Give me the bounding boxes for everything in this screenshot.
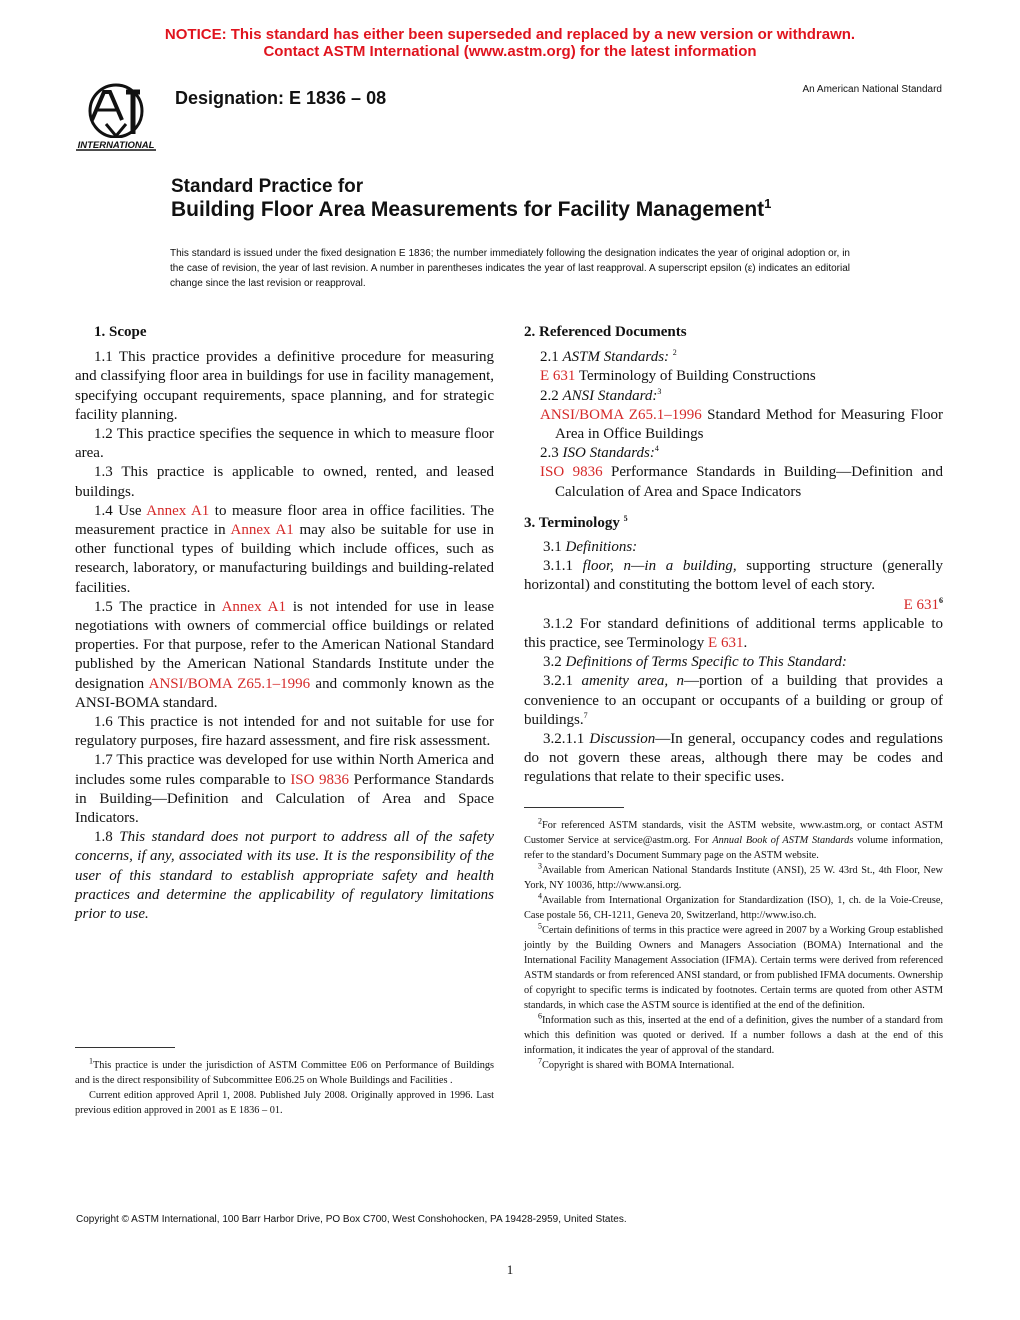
text-run: —portion of a building that provides a convenience to an occupant or occupants of a building or group of buildings. bbox=[524, 673, 944, 728]
section-1-2: 1.2 This practice specifies the sequence in which to measure floor area. bbox=[75, 426, 494, 462]
section-3-1-1-source bbox=[524, 596, 943, 615]
text-run: 3.2.1.1 bbox=[543, 731, 590, 748]
text-run: Definitions of Terms Specific to This Standard: bbox=[565, 654, 847, 671]
footnote-mark: 1 bbox=[89, 1056, 93, 1066]
text-run: 1.8 bbox=[94, 829, 120, 846]
footnote-mark: 5 bbox=[538, 921, 542, 931]
copyright-notice: Copyright © ASTM International, 100 Barr Harbor Drive, PO Box C700, West Conshohocken, PA 19428-2959, United States. bbox=[76, 1214, 627, 1225]
text-run: ISO Standards: bbox=[562, 445, 655, 462]
ref-e631 bbox=[524, 367, 943, 386]
left-column bbox=[75, 323, 494, 924]
text-run: This practice is under the jurisdiction of ASTM Committee E06 on Performance of Buildings and is the direct responsibility of Subcommittee E06.25 on Whole Buildings and Facilities . bbox=[75, 1060, 494, 1086]
astm-logo-icon bbox=[70, 78, 162, 154]
text-run: . bbox=[743, 635, 748, 652]
ref-iso bbox=[524, 463, 943, 501]
text-run: Performance Standards in Building—Definition and Calculation of Area and Space Indicators bbox=[555, 464, 944, 500]
text-run: This standard does not purport to address all of the safety concerns, if any, associated with its use. It is the responsibility of the user of this standard to establish appropriate safety and health practices and determine the applicability of regulatory limitations prior to use. bbox=[75, 829, 495, 923]
footnote-3 bbox=[524, 863, 943, 893]
text-run: Terminology of Building Constructions bbox=[575, 368, 816, 385]
footnote-mark: 5 bbox=[623, 513, 628, 523]
text-run: 3.1.2 For standard definitions of additional terms applicable to this practice, see Terminology bbox=[524, 615, 943, 652]
footnote-rule bbox=[524, 807, 624, 808]
text-run: amenity area, n bbox=[581, 673, 685, 690]
e631-link[interactable]: E 631 bbox=[540, 368, 576, 385]
withdrawal-notice bbox=[0, 26, 1020, 60]
annex-a1-link[interactable]: Annex A1 bbox=[221, 598, 286, 615]
section-1-4 bbox=[75, 502, 494, 598]
section-1-5 bbox=[75, 598, 494, 713]
title-line-1: Standard Practice for bbox=[171, 176, 364, 197]
footnote-mark: 2 bbox=[538, 816, 542, 826]
astm-logo bbox=[70, 78, 162, 154]
text-run: 3.2 bbox=[543, 654, 566, 671]
designation: Designation: E 1836 – 08 bbox=[175, 88, 387, 108]
scope-heading: 1. Scope bbox=[94, 324, 147, 340]
notice-line-2: Contact ASTM International (www.astm.org) for the latest information bbox=[263, 43, 757, 60]
notice-line-1: NOTICE: This standard has either been superseded and replaced by a new version or withdrawn. bbox=[164, 26, 856, 43]
iso-9836-link[interactable]: ISO 9836 bbox=[290, 771, 350, 788]
text-run: Annual Book of ASTM Standards bbox=[712, 835, 854, 846]
text-run: 1.7 This practice was developed for use within North America and includes some rules comparable to bbox=[75, 752, 494, 788]
section-3-2-1-1 bbox=[524, 730, 943, 788]
page-number: 1 bbox=[506, 1262, 514, 1277]
text-run: is not intended for use in lease negotiations with owners of commercial office buildings or related properties. For that purpose, refer to the American National Standard published by the American National Standards Institute under the designation bbox=[75, 598, 494, 692]
footnote-mark: 6 bbox=[939, 595, 943, 605]
text-run: 2.3 bbox=[540, 445, 563, 462]
text-run: 2.1 bbox=[540, 349, 563, 366]
text-run: 2.2 bbox=[540, 387, 563, 404]
text-run: and commonly known as the ANSI-BOMA standard. bbox=[75, 675, 494, 711]
text-run: Available from International Organization for Standardization (ISO), 1, ch. de la Voie-Creuse, Case postale 56, CH-1211, Geneva 20, Switzerland, http://www.iso.ch. bbox=[524, 895, 943, 921]
title-footnote-mark: 1 bbox=[764, 196, 772, 211]
section-1-1: 1.1 This practice provides a definitive procedure for measuring and classifying floor area in buildings for use in facility management, specifying occupant requirements, space planning, and for strategic facility planning. bbox=[75, 349, 494, 423]
section-2-2 bbox=[524, 387, 943, 406]
section-1-6: 1.6 This practice is not intended for and not suitable for use for regulatory purposes, fire hazard assessment, and fire risk assessment. bbox=[75, 714, 494, 750]
text-run: Information such as this, inserted at the end of a definition, gives the number of a standard from which this definition was quoted or derived. If a number follows a dash at the end of this information, it indicates the year of approval of the standard. bbox=[524, 1015, 943, 1056]
footnote-rule bbox=[75, 1047, 175, 1048]
section-2-1 bbox=[524, 348, 943, 367]
footnote-mark: 4 bbox=[654, 444, 659, 454]
iso-9836-link[interactable]: ISO 9836 bbox=[540, 464, 603, 481]
ref-ansi bbox=[524, 406, 943, 444]
text-run: volume information, refer to the standard’s Document Summary page on the ASTM website. bbox=[524, 835, 943, 861]
text-run: to measure floor area in office facilities. The measurement practice in bbox=[75, 502, 494, 539]
text-run: —In general, occupancy codes and regulations do not govern these areas, although there may be codes and regulations that relate to their specific uses. bbox=[524, 731, 943, 786]
ansi-boma-link[interactable]: ANSI/BOMA Z65.1–1996 bbox=[148, 675, 311, 692]
text-run: Standard Method for Measuring Floor Area in Office Buildings bbox=[555, 406, 943, 443]
text-run: 1.4 Use bbox=[94, 502, 147, 519]
e631-link[interactable]: E 631 bbox=[903, 596, 939, 613]
section-3-1 bbox=[524, 538, 943, 557]
footnote-1 bbox=[75, 1058, 494, 1088]
references-heading: 2. Referenced Documents bbox=[524, 324, 687, 340]
document-title bbox=[171, 198, 771, 222]
text-run: Copyright is shared with BOMA International. bbox=[542, 1060, 735, 1071]
text-run: ANSI Standard: bbox=[562, 387, 658, 404]
footnote-6 bbox=[524, 1013, 943, 1058]
footnote-5 bbox=[524, 923, 943, 1013]
section-3-1-1 bbox=[524, 557, 943, 595]
title-line-2: Building Floor Area Measurements for Facility Management bbox=[171, 198, 765, 221]
footnote-2 bbox=[524, 818, 943, 863]
terminology-heading bbox=[524, 514, 943, 533]
footnote-4 bbox=[524, 893, 943, 923]
footnote-mark: 6 bbox=[538, 1011, 542, 1021]
footnote-1-edition: Current edition approved April 1, 2008. Published July 2008. Originally approved in 1996. Last previous edition approved in 2001 as E 1836 – 01. bbox=[75, 1090, 494, 1116]
right-footnotes bbox=[524, 818, 943, 1073]
issued-statement: This standard is issued under the fixed designation E 1836; the number immediately following the designation indicates the year of original adoption or, in the case of revision, the year of last revision. A number in parentheses indicates the year of last reapproval. A superscript epsilon (ε) indicates an editorial change since the last revision or reapproval. bbox=[170, 248, 850, 289]
text-run: supporting structure (generally horizontal) and constituting the bottom level of each story. bbox=[524, 558, 943, 594]
text-run: Discussion bbox=[589, 731, 656, 748]
annex-a1-link[interactable]: Annex A1 bbox=[146, 502, 210, 519]
text-run: ASTM Standards: bbox=[562, 349, 670, 366]
section-3-2 bbox=[524, 653, 943, 672]
footnote-mark: 2 bbox=[672, 348, 677, 358]
right-column bbox=[524, 323, 943, 788]
left-footnotes bbox=[75, 1058, 494, 1118]
text-run: Definitions: bbox=[565, 539, 638, 556]
footnote-mark: 4 bbox=[538, 891, 542, 901]
section-1-8 bbox=[75, 828, 494, 924]
footnote-mark: 7 bbox=[583, 710, 588, 720]
logo-text: INTERNATIONAL bbox=[77, 140, 155, 151]
text-run: 3. Terminology bbox=[524, 514, 620, 531]
ansi-boma-link[interactable]: ANSI/BOMA Z65.1–1996 bbox=[540, 406, 702, 423]
e631-link[interactable]: E 631 bbox=[708, 635, 744, 652]
footnote-7 bbox=[524, 1058, 943, 1073]
footnote-mark: 7 bbox=[538, 1056, 542, 1066]
ansi-label: An American National Standard bbox=[802, 84, 942, 95]
text-run: floor, n—in a building, bbox=[582, 558, 737, 575]
text-run: 3.1.1 bbox=[543, 558, 583, 575]
text-run: For referenced ASTM standards, visit the ASTM website, www.astm.org, or contact ASTM Customer Service at service@astm.org. For bbox=[524, 820, 943, 846]
footnote-mark: 3 bbox=[538, 861, 542, 871]
annex-a1-link[interactable]: Annex A1 bbox=[230, 522, 294, 539]
text-run: Performance Standards in Building—Definition and Calculation of Area and Space Indicators. bbox=[75, 771, 494, 827]
text-run: 3.2.1 bbox=[543, 673, 582, 690]
text-run: Available from American National Standards Institute (ANSI), 25 W. 43rd St., 4th Floor, New York, NY 10036, http://www.ansi.org. bbox=[524, 865, 943, 891]
section-2-3 bbox=[524, 444, 943, 463]
text-run: 1.5 The practice in bbox=[94, 598, 222, 615]
section-1-3: 1.3 This practice is applicable to owned, rented, and leased buildings. bbox=[75, 464, 494, 500]
section-3-2-1 bbox=[524, 672, 943, 730]
text-run: 3.1 bbox=[543, 539, 566, 556]
section-3-1-2 bbox=[524, 615, 943, 653]
footnote-mark: 3 bbox=[657, 386, 662, 396]
section-1-7 bbox=[75, 751, 494, 828]
text-run: may also be suitable for use in other functional types of building which include offices, such as research, laboratory, or manufacturing buildings and building-related facilities. bbox=[75, 522, 494, 596]
text-run: Certain definitions of terms in this practice were agreed in 2007 by a Working Group established jointly by the Building Owners and Managers Association (BOMA) International and the International Facility Management Association (IFMA). Certain terms were derived from referenced ASTM standards or from referenced ANSI standard, or from published IFMA documents. Ownership of copyright to specific terms is indicated by footnotes. Certain terms are quoted from other ASTM standards, in which case the ASTM source is identified at the end of the definition. bbox=[524, 925, 943, 1011]
